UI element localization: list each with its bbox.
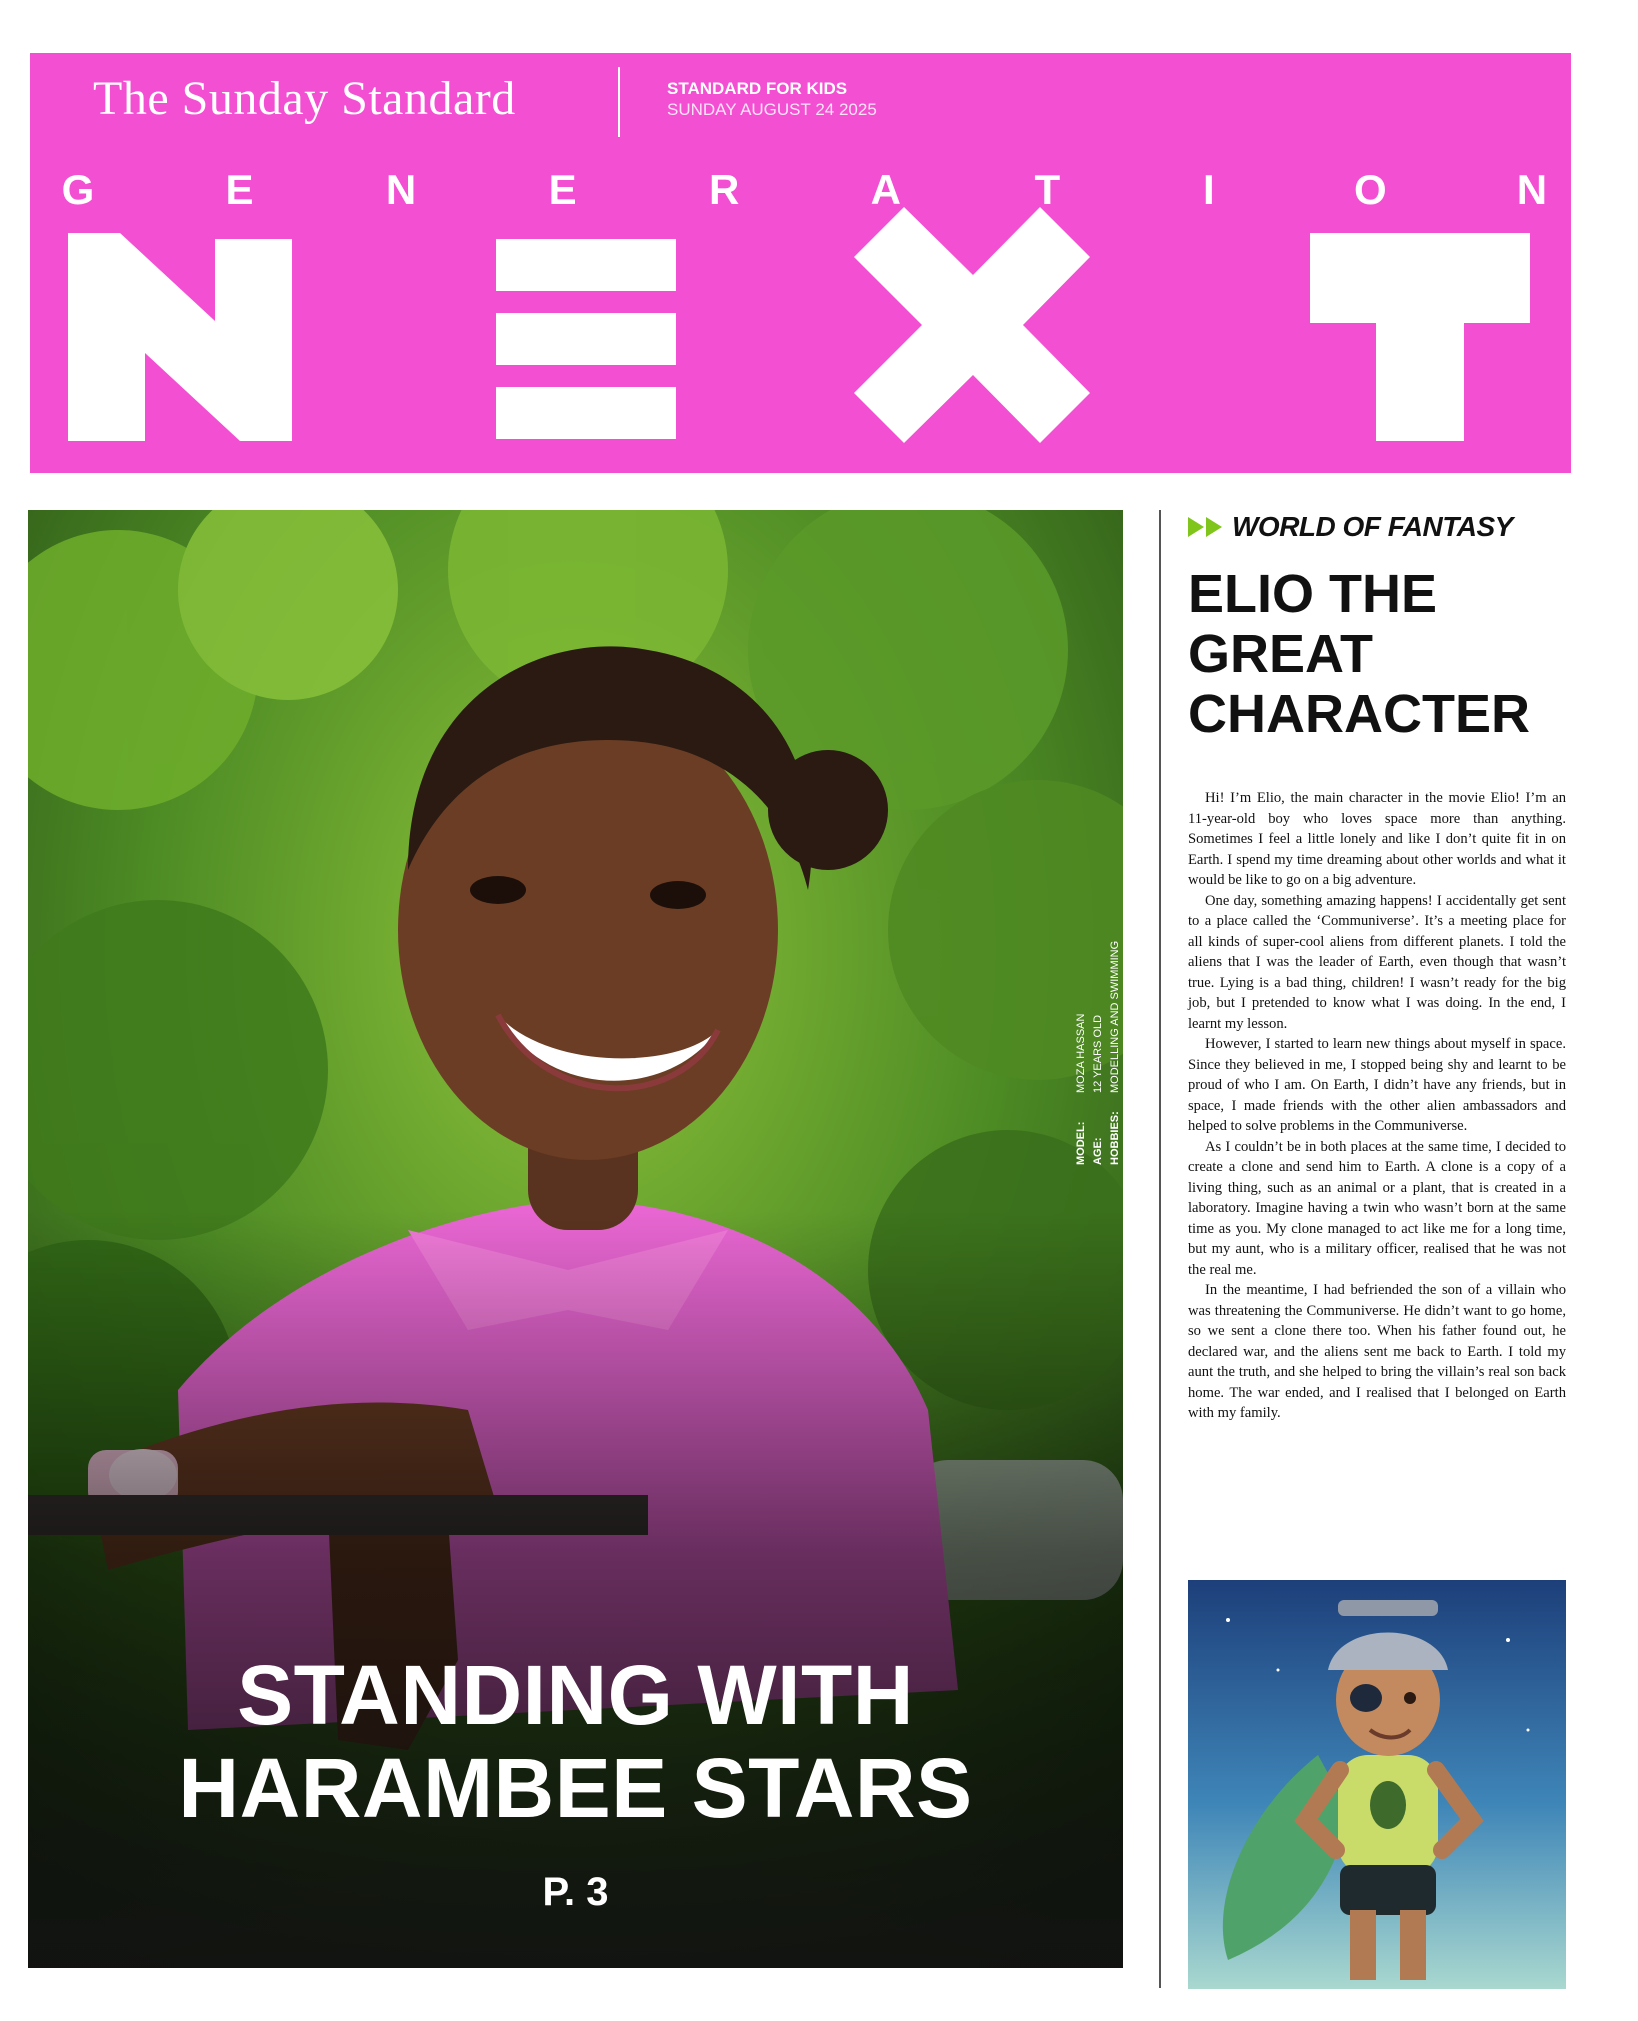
generation-letter: E	[225, 166, 254, 213]
generation-letter: N	[1516, 166, 1548, 213]
generation-letter: G	[61, 166, 95, 213]
newspaper-name: The Sunday Standard	[93, 72, 516, 125]
generation-letter: O	[1354, 166, 1387, 213]
section-label: WORLD OF FANTASY	[1232, 511, 1513, 542]
section-kicker	[1188, 510, 1513, 544]
cover-headline-line-1[interactable]: STANDING WITH	[237, 1648, 914, 1742]
next-letter-e	[496, 239, 676, 439]
title-line: ELIO THE	[1188, 564, 1438, 624]
generation-letter: E	[548, 166, 577, 213]
cover-photo	[28, 510, 1123, 1968]
article-paragraph: In the meantime, I had befriended the son of a villain who was threatening the Communiverse. He didn’t want to go home, so we sent a clone there too. When his father found out, he declared war, and the aliens sent me back to Earth. I told my aunt the truth, and she helped to bring the villain’s real son back home. The war ended, and I realised that I belonged on Earth with my family.	[1188, 1282, 1566, 1421]
next-letter-t	[1310, 233, 1530, 441]
article-paragraph: Hi! I’m Elio, the main character in the movie Elio! I’m an 11-year-old boy who loves space more than anything. Sometimes I feel a little lonely and like I don’t quite fit in on Earth. I spend my time dreaming about other worlds and what it would be like to go on a big adventure.	[1188, 790, 1566, 888]
title-line: GREAT	[1188, 624, 1373, 684]
credit-hobbies: HOBBIES:MODELLING AND SWIMMING	[1109, 940, 1121, 1165]
page-reference[interactable]: P. 3	[542, 1870, 609, 1914]
article-body	[1188, 788, 1566, 1424]
next-logo	[30, 53, 1571, 473]
generation-letter: T	[1034, 166, 1061, 213]
model-credits	[1073, 941, 1123, 1165]
generation-letter: R	[709, 166, 740, 213]
article-paragraph: However, I started to learn new things about myself in space. Since they believed in me, I stopped being shy and learnt to be proud of who I am. On Earth, I didn’t have any friends, but in space, I made friends with the other alien ambassadors and helped to solve problems in the Communiverse.	[1188, 1036, 1566, 1134]
next-letter-x	[854, 207, 1090, 443]
masthead	[30, 53, 1571, 473]
title-line: CHARACTER	[1188, 684, 1530, 744]
cover-headline-line-2[interactable]: HARAMBEE STARS	[178, 1741, 973, 1835]
supplement-name: STANDARD FOR KIDS	[667, 79, 848, 98]
generation-letter: A	[870, 166, 901, 213]
publication-date: SUNDAY AUGUST 24 2025	[667, 100, 877, 119]
next-letter-n	[68, 233, 292, 441]
credit-age: AGE:12 YEARS OLD	[1092, 1014, 1104, 1165]
generation-letter: I	[1202, 166, 1215, 213]
article-paragraph: One day, something amazing happens! I accidentally get sent to a place called the ‘Communiverse’. It’s a meeting place for all kinds of super-cool aliens from different planets. I told the aliens that I was the leader of Earth, even though that wasn’t true. Lying is a bad thing, children! I wasn’t ready for the big job, but I pretended to know what I was doing. In the end, I learnt my lesson.	[1188, 892, 1566, 1032]
article-paragraph: As I couldn’t be in both places at the same time, I decided to create a clone and send him to Earth. A clone is a copy of a living thing, such as an animal or a plant, that is created in a laboratory. Imagine having a twin who wasn’t born at the same time as you. My clone managed to act like me for a long time, but my aunt, who is a military officer, realised that he was not the real me.	[1188, 1138, 1566, 1278]
double-chevron-icon	[1188, 517, 1222, 537]
article-title[interactable]	[1188, 564, 1578, 744]
credit-model: MODEL:MOZA HASSAN	[1075, 1013, 1087, 1165]
elio-character-image	[1188, 1580, 1566, 1989]
elio-illustration	[1188, 1580, 1566, 1989]
generation-letter: N	[385, 166, 417, 213]
column-divider	[1159, 510, 1161, 1988]
